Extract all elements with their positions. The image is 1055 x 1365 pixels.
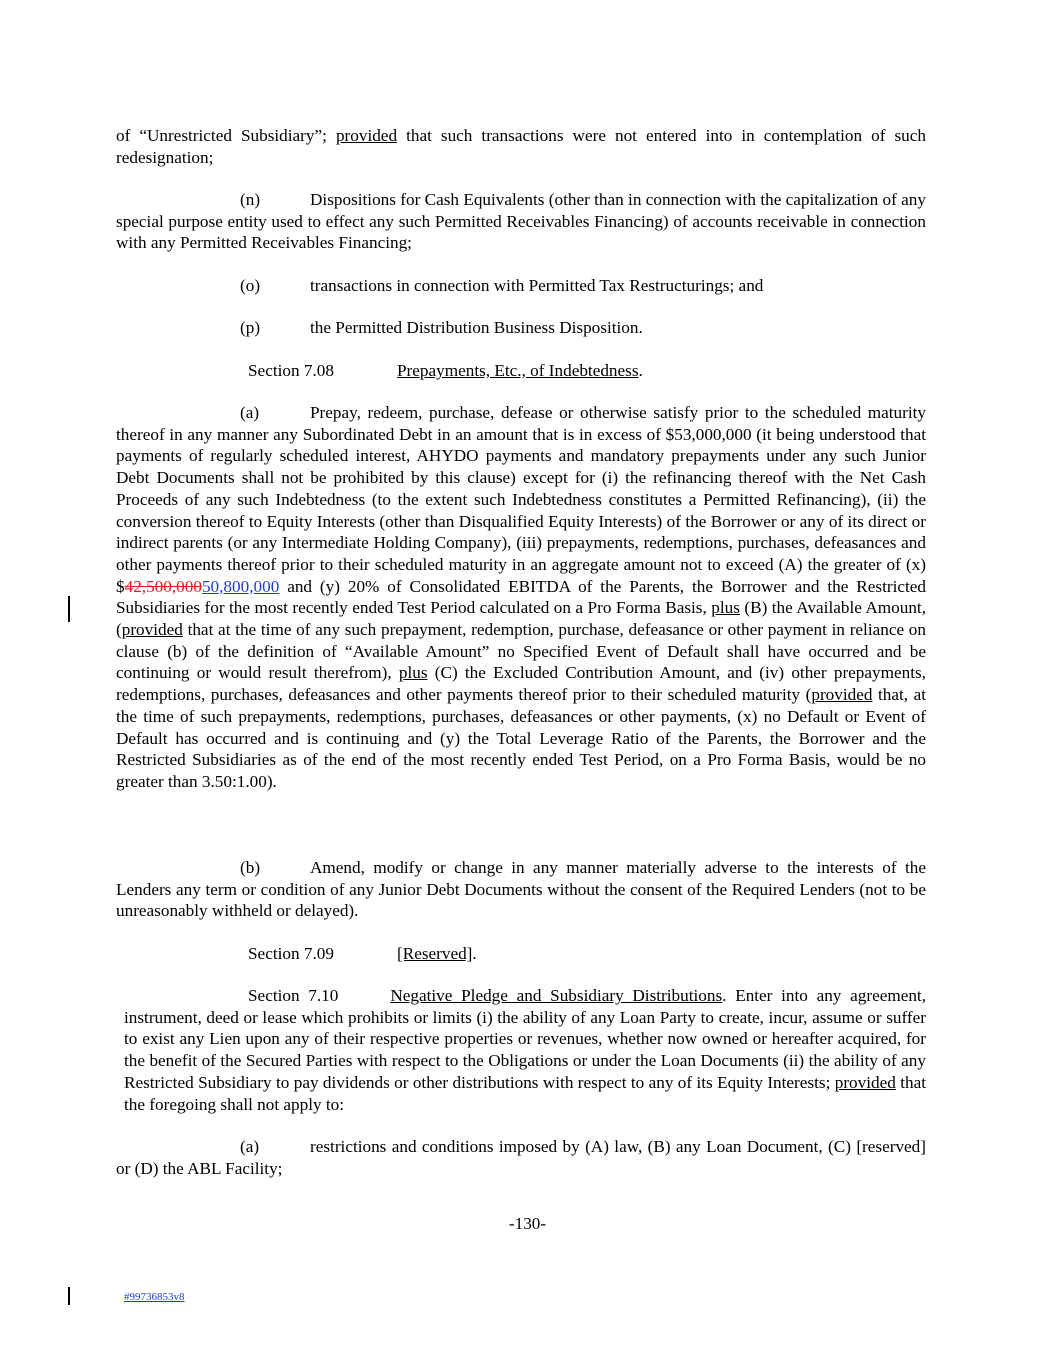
paragraph-m-continuation — [116, 125, 926, 168]
paragraph-text: restrictions and conditions imposed by (A) law, (B) any Loan Document, (C) [reserved] or (D) the ABL Facility; — [116, 1137, 926, 1178]
inserted-amount: 50,800,000 — [201, 576, 280, 596]
section-title: Prepayments, Etc., of Indebtedness. — [397, 361, 643, 380]
paragraph-label: (p) — [240, 318, 261, 337]
text-run: that such transactions were not entered into in contemplation of such redesignation; — [116, 126, 926, 167]
paragraph-label: (b) — [240, 858, 261, 877]
provided-term: provided — [121, 620, 183, 640]
paragraph-text: transactions in connection with Permitted Tax Restructurings; and — [310, 276, 764, 295]
plus-term: plus — [711, 598, 740, 618]
section-number: Section 7.08 — [248, 361, 334, 380]
deleted-amount: 42,500,000 — [124, 576, 202, 596]
paragraph-7-08-b — [116, 857, 926, 922]
section-title: [Reserved]. — [397, 944, 477, 963]
text-run: of “Unrestricted Subsidiary”; — [116, 126, 336, 145]
paragraph-7-10-a — [116, 1136, 926, 1179]
paragraph-text: Amend, modify or change in any manner materially adverse to the interests of the Lenders any term or condition of any Junior Debt Documents without the consent of the Required Lenders (not to be unreasonably withheld or delayed). — [116, 858, 926, 921]
provided-term: provided — [811, 685, 873, 705]
provided-term: provided — [834, 1072, 896, 1092]
plus-term: plus — [398, 663, 428, 683]
document-id-link[interactable]: #99736853v8 — [124, 1291, 185, 1303]
paragraph-label: (n) — [240, 190, 261, 209]
page-number: -130- — [508, 1214, 547, 1233]
paragraph-label: (a) — [240, 403, 260, 422]
paragraph-text: Dispositions for Cash Equivalents (other than in connection with the capitalization of any special purpose entity used to effect any such Permitted Receivables Financing) of accounts receivable in connection with any Permitted Receivables Financing; — [116, 190, 926, 253]
section-7-10: Section 7.10 Negative Pledge and Subsidiary Distributions. Enter into any agreement, instrument, deed or lease which prohibits or limits (i) the ability of any Loan Party to create, incur, assume or suffer to exist any Lien upon any of their respective properties or revenues, whether now owned or hereafter acquired, for the benefit of the Secured Parties with respect to the Obligations or under the Loan Documents (ii) the ability of any Restricted Subsidiary to pay dividends or other distributions with respect to any of its Equity Interests; provided that the foregoing shall not apply to: — [124, 986, 926, 1114]
section-number: Section 7.10 — [248, 986, 339, 1005]
paragraph-7-08-a: (a) Prepay, redeem, purchase, defease or otherwise satisfy prior to the scheduled maturity thereof in any manner any Subordinated Debt in an amount that is in excess of $53,000,000 (it being understood that payments of regularly scheduled interest, AHYDO payments and mandatory prepayments under any such Junior Debt Documents shall not be prohibited by this clause) except for (i) the refinancing thereof with the Net Cash Proceeds of any such Indebtedness (to the extent such Indebtedness constitutes a Permitted Refinancing), (ii) the conversion thereof to Equity Interests (other than Disqualified Equity Interests) of the Borrower or any of its direct or indirect parents (or any Intermediate Holding Company), (iii) prepayments, redemptions, purchases, defeasances and other payments thereof prior to their scheduled maturity in an aggregate amount not to exceed (A) the greater of (x) $42,500,00050,800,000 and (y) 20% of Consolidated EBITDA of the Parents, the Borrower and the Restricted Subsidiaries for the most recently ended Test Period calculated on a Pro Forma Basis, plus (B) the Available Amount, (provided that at the time of any such prepayment, redemption, purchase, defeasance or other payment in reliance on clause (b) of the definition of “Available Amount” no Specified Event of Default shall have occurred and be continuing or would result therefrom), plus (C) the Excluded Contribution Amount, and (iv) other prepayments, redemptions, purchases, defeasances and other payments thereof prior to their scheduled maturity (provided that, at the time of such prepayments, redemptions, purchases, defeasances or other payments, (x) no Default or Event of Default has occurred and is continuing and (y) the Total Leverage Ratio of the Parents, the Borrower and the Restricted Subsidiaries as of the end of the most recently ended Test Period, on a Pro Forma Basis, would be no greater than 3.50:1.00). — [116, 403, 927, 791]
change-bar — [68, 1287, 70, 1305]
section-title: Negative Pledge and Subsidiary Distributions — [390, 986, 723, 1005]
change-bar — [68, 596, 70, 622]
provided-term: provided — [335, 126, 398, 145]
paragraph-label: (o) — [240, 276, 261, 295]
section-number: Section 7.09 — [248, 944, 334, 963]
paragraph-label: (a) — [240, 1137, 260, 1156]
paragraph-text: the Permitted Distribution Business Disposition. — [310, 318, 643, 337]
paragraph-n — [116, 189, 926, 254]
